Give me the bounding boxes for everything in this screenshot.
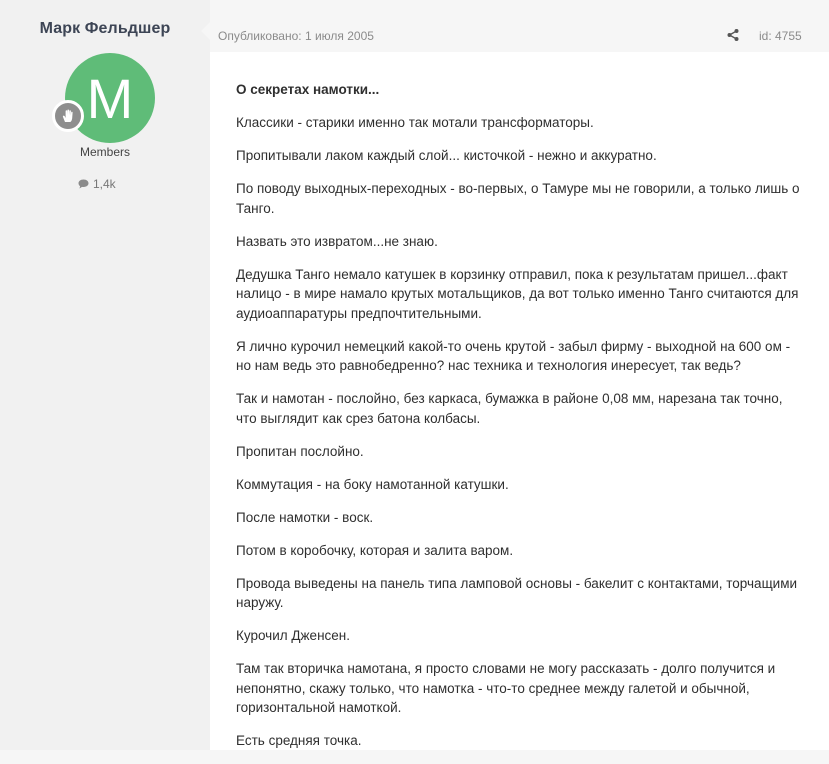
- post-paragraph: После намотки - воск.: [236, 509, 374, 525]
- avatar[interactable]: [65, 53, 155, 143]
- post-count: [78, 177, 116, 191]
- hand-icon: [52, 100, 84, 132]
- post-title: О секретах намотки...: [236, 82, 380, 97]
- post-paragraph: Потом в коробочку, которая и залита варом.: [236, 542, 514, 558]
- published-date[interactable]: Опубликовано: 1 июля 2005: [218, 29, 374, 43]
- share-icon[interactable]: [726, 28, 740, 42]
- post-body-area: [210, 0, 829, 750]
- member-group-label: Members: [79, 145, 130, 159]
- comment-icon: [78, 179, 89, 189]
- post-paragraph: По поводу выходных-переходных - во-первых, о Тамуре мы не говорили, а только лишь о Танго.: [236, 181, 800, 216]
- post-paragraph: Так и намотан - послойно, без каркаса, бумажка в районе 0,08 мм, нарезана так точно, что выглядит как срез батона колбасы.: [236, 391, 783, 426]
- post-paragraph: Есть средняя точка.: [236, 733, 362, 748]
- post-paragraph: Назвать это извратом...не знаю.: [236, 233, 438, 249]
- post-paragraph: Коммутация - на боку намотанной катушки.: [236, 476, 509, 492]
- post-paragraph: Курочил Дженсен.: [236, 628, 350, 643]
- post-content: [236, 80, 806, 764]
- author-name-link[interactable]: Марк Фельдшер: [39, 20, 171, 37]
- post-meta-bar: [210, 0, 829, 52]
- post-count-value: 1,4k: [93, 177, 116, 191]
- post-paragraph: Провода выведены на панель типа ламповой основы - бакелит с контактами, торчащими наружу.: [236, 575, 798, 610]
- post-paragraph: Там так вторичка намотана, я просто словами не могу рассказать - долго получится и непонятно, скажу только, что намотка - что-то среднее между галетой и обычной, горизонтальной намоткой.: [236, 661, 776, 715]
- post-paragraph: Дедушка Танго немало катушек в корзинку отправил, пока к результатам пришел...факт налицо - в мире намало крутых мотальщиков, да вот только именно Танго считаются для аудиоаппаратуры предпочтительными.: [236, 266, 799, 321]
- author-sidebar: [0, 0, 210, 750]
- post-paragraph: Пропитывали лаком каждый слой... кисточкой - нежно и аккуратно.: [236, 148, 657, 163]
- post-paragraph: Пропитан послойно.: [236, 443, 364, 459]
- post-paragraph: Я лично курочил немецкий какой-то очень крутой - забыл фирму - выходной на 600 ом - но нам ведь это равнобедренно? нас техника и технология инересует, так ведь?: [236, 338, 791, 373]
- post-paragraph: Классики - старики именно так мотали трансформаторы.: [236, 115, 594, 130]
- avatar-letter: M: [86, 67, 134, 130]
- post-id[interactable]: id: 4755: [759, 29, 802, 43]
